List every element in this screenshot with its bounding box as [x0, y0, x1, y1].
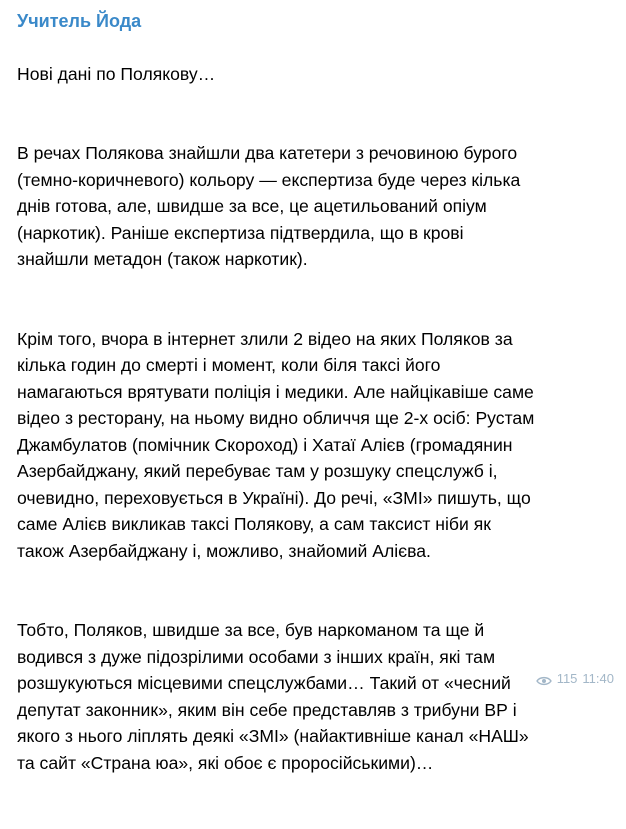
message-paragraph-1: В речах Полякова знайшли два катетери з речовиною бурого (темно-коричневого) кольору — експертиза буде через кілька днів готова, але, швидше за все, це ацетильований опіум (наркотик). Раніше експертиза підтвердила, що в крові знайшли метадон (також наркотик). [17, 143, 521, 269]
message-time: 11:40 [582, 671, 614, 686]
message-body [17, 34, 612, 829]
eye-icon [536, 674, 552, 684]
message-headline: Нові дані по Полякову… [17, 63, 216, 84]
message-paragraph-2: Крім того, вчора в інтернет злили 2 відео на яких Поляков за кілька годин до смерті і момент, коли біля таксі його намагаються врятувати поліція і медики. Але найцікавіше саме відео з ресторану, на ньому видно обличчя ще 2-х осіб: Рустам Джамбулатов (помічник Скороход) і Хатаї Алієв (громадянин Азербайджану, який перебуває там у розшуку спецслужб і, очевидно, переховується в Україні). До речі, «ЗМІ» пишуть, що саме Алієв викликав таксі Полякову, а сам таксист ніби як також Азербайджану і, можливо, знайомий Алієва. [17, 328, 535, 561]
view-count: 115 [556, 671, 578, 686]
message-author[interactable]: Учитель Йода [17, 11, 142, 31]
message-meta [536, 671, 614, 686]
message-paragraph-3: Тобто, Поляков, швидше за все, був наркоманом та ще й водився з дуже підозрілими особами з інших країн, які там розшукуються місцевими спецслужбами… Такий от «чесний депутат законник», яким він себе представляв з трибуни ВР і якого з нього ліплять деякі «ЗМІ» (найактивніше канал «НАШ» та сайт «Страна юа», які обоє є проросійськими)… [17, 620, 529, 773]
